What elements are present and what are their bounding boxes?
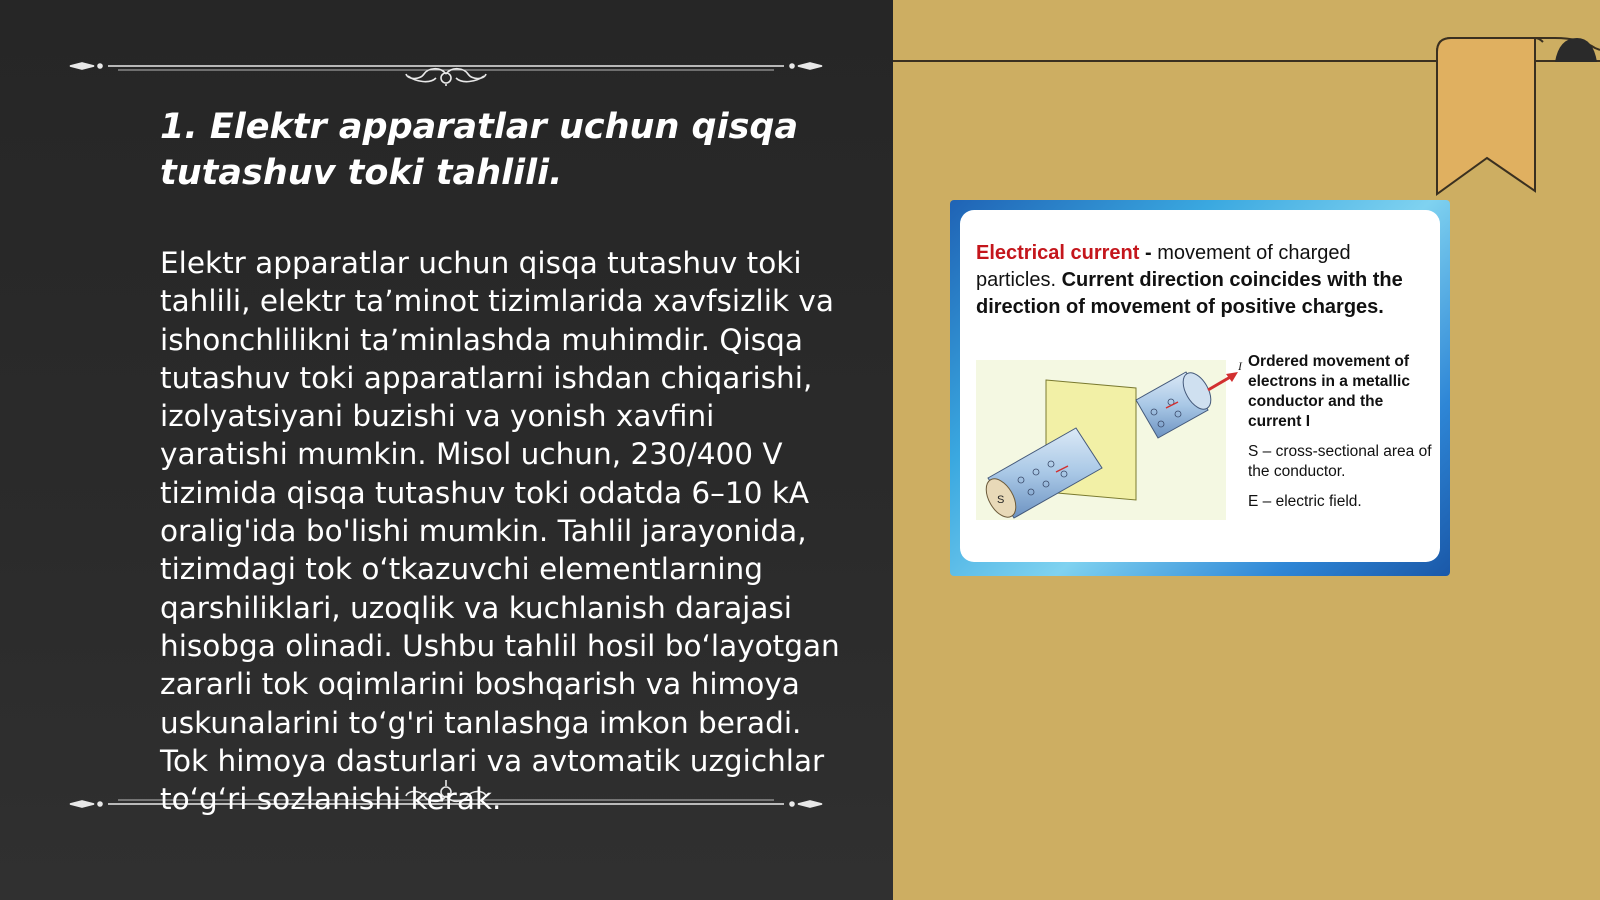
label-i: I (1238, 360, 1242, 373)
note-electrons: Ordered movement of electrons in a metallic conductor and the current I (1248, 353, 1410, 430)
figure-dash: - (1139, 242, 1158, 264)
figure-notes (1248, 352, 1438, 512)
top-ornament (68, 46, 824, 86)
note-cross-section: S – cross-sectional area of the conductor. (1248, 443, 1432, 480)
figure-definition (976, 240, 1416, 321)
figure-panel (960, 210, 1440, 562)
bookmark-ribbon (1435, 36, 1600, 200)
label-s: S (997, 494, 1005, 506)
slide-body-text: Elektr apparatlar uchun qisqa tutashuv toki tahlili, elektr taʼminot tizimlarida xavfsizlik va ishonchlilikni taʼminlashda muhimdir. Qisqa tutashuv toki apparatlarni ishdan chiqarishi, izolyatsiyani buzishi va yonish xavfini yaratishi mumkin. Misol uchun, 230/400 V tizimida qisqa tutashuv toki odatda 6–10 kA oralig'ida bo'lishi mumkin. Tahlil jarayonida, tizimdagi tok oʻtkazuvchi elementlarning qarshiliklari, uzoqlik va kuchlanish darajasi hisobga olinadi. Ushbu tahlil hosil boʻlayotgan zararli tok oqimlarini boshqarish va himoya uskunalarini toʻg'ri tanlashga imkon beradi. Tok himoya dasturlari va avtomatik uzgichlar toʻgʻri sozlanishi kerak. (160, 246, 840, 817)
electrical-current-figure (950, 200, 1450, 576)
figure-statement: Current direction coincides with the direction of movement of positive charges. (976, 269, 1403, 318)
figure-definition-text: movement of charged particles. (976, 242, 1351, 291)
conductor-illustration (976, 360, 1246, 520)
slide-title: 1. Elektr apparatlar uchun qisqa tutashuv toki tahlili. (160, 107, 799, 193)
figure-term: Electrical current (976, 242, 1140, 264)
note-electric-field: E – electric field. (1248, 493, 1362, 510)
